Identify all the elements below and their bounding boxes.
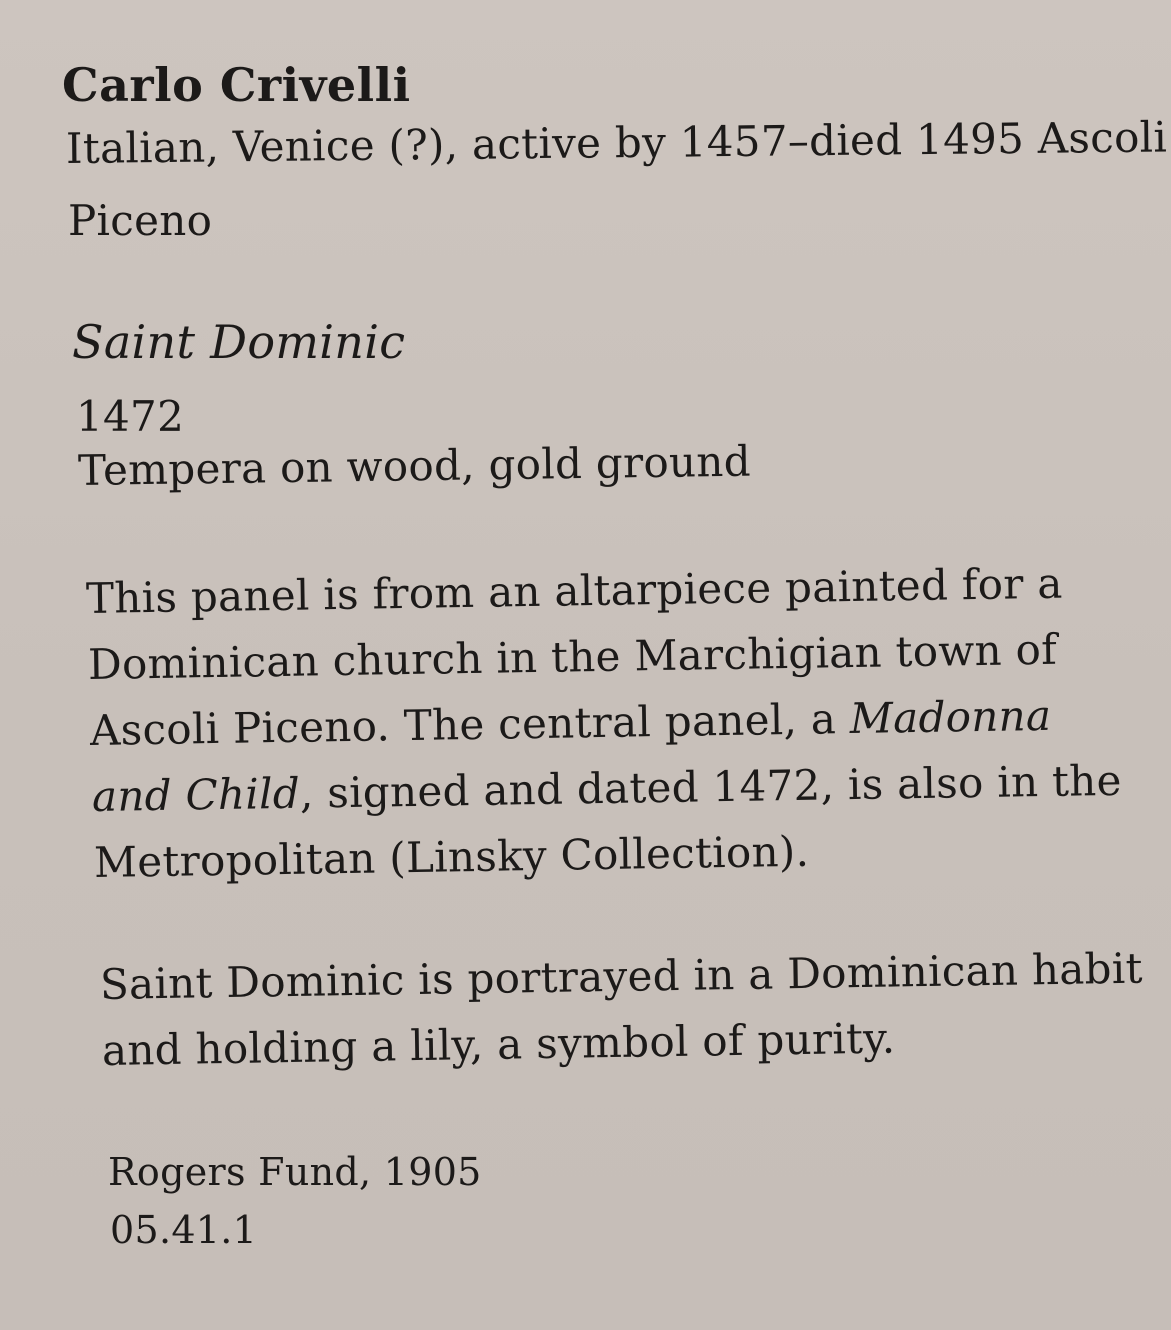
artist-name: Carlo Crivelli <box>62 58 411 112</box>
artwork-date: 1472 <box>76 392 185 441</box>
artwork-reference-italic: Madonna <box>849 690 1052 744</box>
artwork-medium: Tempera on wood, gold ground <box>77 436 752 495</box>
artist-bio-line: Piceno <box>68 196 213 245</box>
description-line <box>92 756 1122 821</box>
description-line: This panel is from an altarpiece painted for a <box>85 558 1063 623</box>
description-line <box>90 691 1052 755</box>
description-line: Dominican church in the Marchigian town of <box>87 624 1058 689</box>
artwork-reference-italic: and Child <box>91 768 301 821</box>
description-line: Metropolitan (Linsky Collection). <box>93 826 810 887</box>
description-text: , signed and dated 1472, is also in the <box>299 755 1123 818</box>
artist-bio-line: Italian, Venice (?), active by 1457–died 1495 Ascoli <box>65 112 1168 173</box>
artwork-title: Saint Dominic <box>72 315 406 369</box>
description-text: Ascoli Piceno. The central panel, a <box>89 694 851 755</box>
credit-line: Rogers Fund, 1905 <box>108 1150 482 1194</box>
accession-number: 05.41.1 <box>110 1208 258 1252</box>
description-line: Saint Dominic is portrayed in a Dominican habit <box>99 943 1144 1009</box>
description-line: and holding a lily, a symbol of purity. <box>101 1013 896 1075</box>
